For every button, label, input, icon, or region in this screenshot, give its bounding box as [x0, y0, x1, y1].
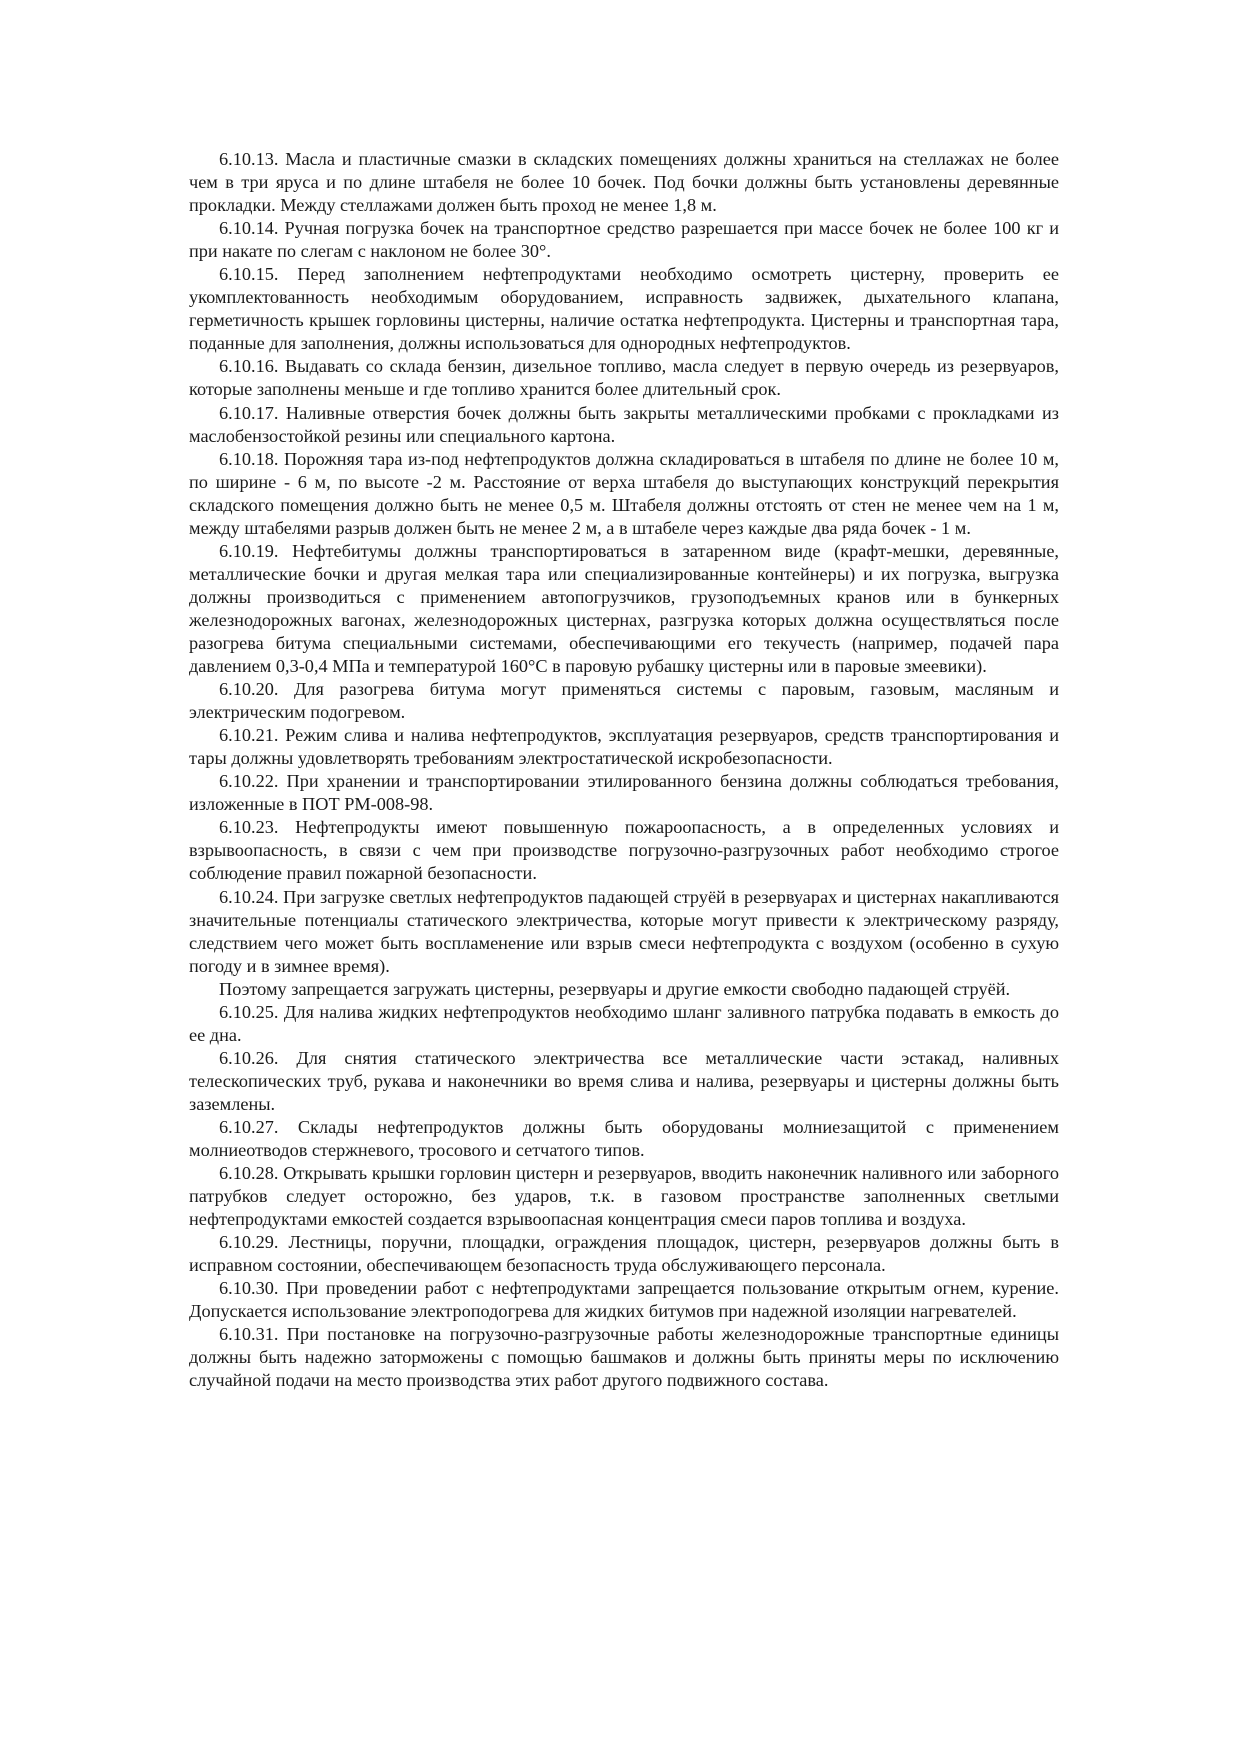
paragraph-6-10-24: 6.10.24. При загрузке светлых нефтепродуктов падающей струёй в резервуарах и цистернах накапливаются значительные потенциалы статического электричества, которые могут привести к электрическому разряду, следствием чего может быть воспламенение или взрыв смеси нефтепродукта с воздухом (особенно в сухую погоду и в зимнее время).: [189, 886, 1059, 976]
paragraph-6-10-28: 6.10.28. Открывать крышки горловин цистерн и резервуаров, вводить наконечник наливного или заборного патрубков следует осторожно, без ударов, т.к. в газовом пространстве заполненных светлыми нефтепродуктами емкостей создается взрывоопасная концентрация смеси паров топлива и воздуха.: [189, 1163, 1059, 1230]
paragraph-6-10-22: 6.10.22. При хранении и транспортировании этилированного бензина должны соблюдаться требования, изложенные в ПОТ РМ-008-98.: [189, 771, 1059, 815]
paragraph-6-10-21: 6.10.21. Режим слива и налива нефтепродуктов, эксплуатация резервуаров, средств транспортирования и тары должны удовлетворять требованиям электростатической искробезопасности.: [189, 725, 1059, 769]
paragraph-6-10-14: 6.10.14. Ручная погрузка бочек на транспортное средство разрешается при массе бочек не более 100 кг и при накате по слегам с наклоном не более 30°.: [189, 218, 1059, 262]
paragraph-6-10-27: 6.10.27. Склады нефтепродуктов должны быть оборудованы молниезащитой с применением молниеотводов стержневого, тросового и сетчатого типов.: [189, 1116, 1059, 1161]
paragraph-6-10-16: 6.10.16. Выдавать со склада бензин, дизельное топливо, масла следует в первую очередь из резервуаров, которые заполнены меньше и где топливо хранится более длительный срок.: [189, 356, 1059, 400]
paragraph-6-10-26: 6.10.26. Для снятия статического электричества все металлические части эстакад, наливных телескопических труб, рукава и наконечники во время слива и налива, резервуары и цистерны должны быть заземлены.: [189, 1047, 1059, 1114]
paragraph-6-10-29: 6.10.29. Лестницы, поручни, площадки, ограждения площадок, цистерн, резервуаров должны быть в исправном состоянии, обеспечивающем безопасность труда обслуживающего персонала.: [189, 1232, 1059, 1276]
paragraph-6-10-13: 6.10.13. Масла и пластичные смазки в складских помещениях должны храниться на стеллажах не более чем в три яруса и по длине штабеля не более 10 бочек. Под бочки должны быть установлены деревянные прокладки. Между стеллажами должен быть проход не менее 1,8 м.: [189, 149, 1059, 216]
paragraph-6-10-20: 6.10.20. Для разогрева битума могут применяться системы с паровым, газовым, масляным и электрическим подогревом.: [189, 679, 1059, 723]
paragraph-6-10-25: 6.10.25. Для налива жидких нефтепродуктов необходимо шланг заливного патрубка подавать в емкость до ее дна.: [189, 1001, 1059, 1045]
paragraph-6-10-15: 6.10.15. Перед заполнением нефтепродуктами необходимо осмотреть цистерну, проверить ее укомплектованность необходимым оборудованием, исправность задвижек, дыхательного клапана, герметичность крышек горловины цистерны, наличие остатка нефтепродукта. Цистерны и транспортная тара, поданные для заполнения, должны использоваться для однородных нефтепродуктов.: [189, 264, 1059, 354]
paragraph-6-10-30: 6.10.30. При проведении работ с нефтепродуктами запрещается пользование открытым огнем, курение. Допускается использование электроподогрева для жидких битумов при надежной изоляции нагревателей.: [189, 1278, 1059, 1322]
paragraph-6-10-19: 6.10.19. Нефтебитумы должны транспортироваться в затаренном виде (крафт-мешки, деревянные, металлические бочки и другая мелкая тара или специализированные контейнеры) и их погрузка, выгрузка должны производиться с применением автопогрузчиков, грузоподъемных кранов или в бункерных железнодорожных вагонах, железнодорожных цистернах, разгрузка которых должна осуществляться после разогрева битума специальными системами, обеспечивающими его текучесть (например, подачей пара давлением 0,3-0,4 МПа и температурой 160°С в паровую рубашку цистерны или в паровые змеевики).: [189, 540, 1059, 677]
paragraph-6-10-24-continued: Поэтому запрещается загружать цистерны, резервуары и другие емкости свободно падающей струёй.: [219, 978, 1011, 999]
paragraph-6-10-23: 6.10.23. Нефтепродукты имеют повышенную пожароопасность, а в определенных условиях и взрывоопасность, в связи с чем при производстве погрузочно-разгрузочных работ необходимо строгое соблюдение правил пожарной безопасности.: [189, 817, 1059, 884]
paragraph-6-10-31: 6.10.31. При постановке на погрузочно-разгрузочные работы железнодорожные транспортные единицы должны быть надежно заторможены с помощью башмаков и должны быть приняты меры по исключению случайной подачи на место производства этих работ другого подвижного состава.: [189, 1324, 1059, 1391]
paragraph-6-10-17: 6.10.17. Наливные отверстия бочек должны быть закрыты металлическими пробками с прокладками из маслобензостойкой резины или специального картона.: [189, 402, 1059, 446]
paragraph-6-10-18: 6.10.18. Порожняя тара из-под нефтепродуктов должна складироваться в штабеля по длине не более 10 м, по ширине - 6 м, по высоте -2 м. Расстояние от верха штабеля до выступающих конструкций перекрытия складского помещения должно быть не менее 0,5 м. Штабеля должны отстоять от стен не менее чем на 1 м, между штабелями разрыв должен быть не менее 2 м, а в штабеле через каждые два ряда бочек - 1 м.: [189, 448, 1059, 538]
document-page: [189, 148, 1059, 1393]
